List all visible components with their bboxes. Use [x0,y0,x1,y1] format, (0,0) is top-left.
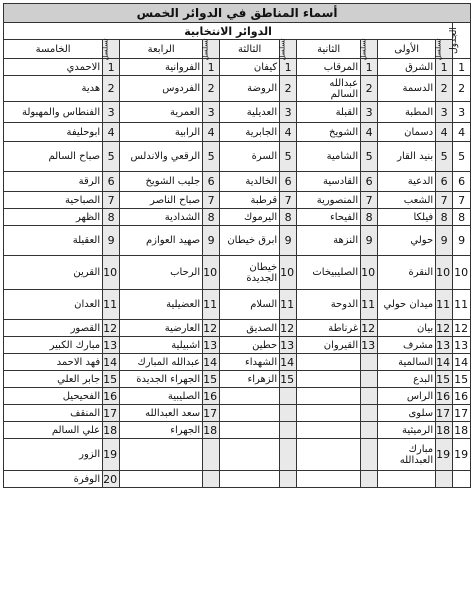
area-name: مبارك العبدالله [378,439,436,471]
area-name: الراس [378,388,436,405]
area-name: الزور [4,439,103,471]
area-seq: 18 [203,422,220,439]
row-number: 7 [453,192,471,209]
area-name: السرة [220,142,280,172]
area-name: الزهراء [220,371,280,388]
area-name: الرميثية [378,422,436,439]
area-seq: 9 [103,226,120,256]
area-seq: 10 [203,256,220,290]
area-name: مبارك الكبير [4,337,103,354]
area-name: بيان [378,320,436,337]
area-name: الجهراء [120,422,203,439]
row-number: 8 [453,209,471,226]
area-seq [280,388,297,405]
district-header: الخامسة [4,40,103,59]
area-seq: 11 [203,290,220,320]
area-name: غرناطة [297,320,361,337]
area-seq: 3 [361,102,378,123]
table-row [4,371,471,388]
row-number: 2 [453,76,471,102]
area-seq [361,354,378,371]
area-seq: 8 [280,209,297,226]
table-row [4,256,471,290]
area-name: دسمان [378,123,436,142]
row-number: 6 [453,172,471,192]
area-seq: 2 [436,76,453,102]
row-number: 12 [453,320,471,337]
area-name: العديلية [220,102,280,123]
row-number: 1 [453,59,471,76]
district-header: الثانية [297,40,361,59]
area-seq [436,471,453,488]
row-number: 14 [453,354,471,371]
row-number: 15 [453,371,471,388]
area-name: المنقف [4,405,103,422]
districts-table-wrapper [3,3,470,488]
row-number: 16 [453,388,471,405]
table-row [4,439,471,471]
area-seq [361,371,378,388]
seq-header: تسلسل [280,40,297,59]
area-seq: 6 [361,172,378,192]
area-seq: 2 [361,76,378,102]
area-seq: 19 [436,439,453,471]
area-seq: 2 [103,76,120,102]
area-seq: 13 [103,337,120,354]
area-seq: 17 [436,405,453,422]
area-name: الصباحية [4,192,103,209]
area-seq: 6 [436,172,453,192]
area-name [297,388,361,405]
area-seq: 5 [436,142,453,172]
area-name: القيروان [297,337,361,354]
area-seq: 6 [103,172,120,192]
area-name [297,371,361,388]
area-name: الشهداء [220,354,280,371]
area-name: فهد الاحمد [4,354,103,371]
area-name: السلام [220,290,280,320]
area-name: القرين [4,256,103,290]
area-seq [203,439,220,471]
area-name: الشدادية [120,209,203,226]
area-name: صباح الناصر [120,192,203,209]
area-seq: 4 [436,123,453,142]
area-seq: 3 [280,102,297,123]
area-seq: 16 [203,388,220,405]
area-seq: 12 [436,320,453,337]
area-name: الصليبيخات [297,256,361,290]
seq-header: تسلسل [203,40,220,59]
area-name: الاحمدي [4,59,103,76]
area-seq: 11 [361,290,378,320]
area-seq: 8 [103,209,120,226]
area-name [220,422,280,439]
area-seq: 1 [103,59,120,76]
area-seq: 14 [436,354,453,371]
area-name: النزهة [297,226,361,256]
area-seq [361,422,378,439]
area-name: صهيد العوازم [120,226,203,256]
area-name: الرقعي والاندلس [120,142,203,172]
area-name: العضيلية [120,290,203,320]
area-name: الفردوس [120,76,203,102]
row-number: 10 [453,256,471,290]
area-seq: 13 [436,337,453,354]
area-name [120,471,203,488]
area-seq: 13 [280,337,297,354]
area-name: جابر العلي [4,371,103,388]
area-seq: 7 [361,192,378,209]
area-seq [280,471,297,488]
area-seq: 4 [361,123,378,142]
area-name: المطبة [378,102,436,123]
area-name: السالمية [378,354,436,371]
row-number: 3 [453,102,471,123]
area-name: علي السالم [4,422,103,439]
area-seq: 3 [436,102,453,123]
district-header: الثالثة [220,40,280,59]
area-name: ابرق خيطان [220,226,280,256]
area-seq: 9 [280,226,297,256]
area-name: الجابرية [220,123,280,142]
table-subtitle: الدوائر الانتخابية [4,23,453,40]
area-seq: 10 [103,256,120,290]
area-seq: 7 [436,192,453,209]
area-seq: 5 [280,142,297,172]
area-seq: 2 [280,76,297,102]
area-name [297,439,361,471]
area-name: المرقاب [297,59,361,76]
area-seq: 5 [103,142,120,172]
area-name: حولي [378,226,436,256]
area-name: بنيد القار [378,142,436,172]
table-title: أسماء المناطق في الدوائر الخمس [4,4,471,23]
area-name: الرحاب [120,256,203,290]
table-row [4,388,471,405]
area-name: النقرة [378,256,436,290]
area-name [120,439,203,471]
area-name [297,422,361,439]
area-seq: 5 [203,142,220,172]
area-seq: 14 [280,354,297,371]
area-seq: 3 [103,102,120,123]
area-name: عبدالله المبارك [120,354,203,371]
area-name: خيطان الجديدة [220,256,280,290]
area-name: عبدالله السالم [297,76,361,102]
row-number: 5 [453,142,471,172]
table-label-header: الجدول [453,23,471,59]
area-name: الفحيحيل [4,388,103,405]
table-row [4,320,471,337]
row-number: 13 [453,337,471,354]
area-name: صباح السالم [4,142,103,172]
table-row [4,290,471,320]
row-number: 18 [453,422,471,439]
row-number: 17 [453,405,471,422]
area-name: اشبيلية [120,337,203,354]
area-seq: 10 [280,256,297,290]
area-seq: 4 [203,123,220,142]
area-seq: 1 [436,59,453,76]
area-name: اليرموك [220,209,280,226]
area-seq [361,405,378,422]
area-seq: 9 [203,226,220,256]
table-row [4,59,471,76]
area-seq: 18 [436,422,453,439]
area-name [220,439,280,471]
area-name: كيفان [220,59,280,76]
area-seq: 4 [103,123,120,142]
table-row [4,172,471,192]
seq-header: تسلسل [361,40,378,59]
area-name: العقيلة [4,226,103,256]
area-name: الدعية [378,172,436,192]
table-row [4,102,471,123]
table-row [4,192,471,209]
area-name: الظهر [4,209,103,226]
area-seq: 8 [361,209,378,226]
table-row [4,354,471,371]
area-name: الفنطاس والمهبولة [4,102,103,123]
area-seq: 11 [436,290,453,320]
area-name: العارضية [120,320,203,337]
area-seq: 1 [361,59,378,76]
area-seq: 8 [203,209,220,226]
area-seq: 13 [203,337,220,354]
area-name: ميدان حولي [378,290,436,320]
area-seq: 2 [203,76,220,102]
area-seq: 11 [103,290,120,320]
area-name: حطين [220,337,280,354]
area-name: القادسية [297,172,361,192]
area-name: الدسمة [378,76,436,102]
area-seq: 6 [280,172,297,192]
area-seq: 14 [103,354,120,371]
area-name: الشويخ [297,123,361,142]
area-name: البدع [378,371,436,388]
table-row [4,405,471,422]
area-seq: 17 [103,405,120,422]
area-name: الرابية [120,123,203,142]
area-seq: 6 [203,172,220,192]
area-seq: 1 [280,59,297,76]
area-name [378,471,436,488]
row-number: 11 [453,290,471,320]
seq-header: تسلسل [103,40,120,59]
table-row [4,209,471,226]
area-seq: 18 [103,422,120,439]
area-name: فيلكا [378,209,436,226]
area-name [297,354,361,371]
area-seq: 4 [280,123,297,142]
area-name: الصليبية [120,388,203,405]
area-name: الخالدية [220,172,280,192]
area-name: الشامية [297,142,361,172]
area-seq: 12 [103,320,120,337]
area-seq: 7 [280,192,297,209]
area-seq: 8 [436,209,453,226]
area-seq: 12 [361,320,378,337]
district-header: الأولى [378,40,436,59]
area-name: الفيحاء [297,209,361,226]
district-header: الرابعة [120,40,203,59]
area-seq [361,388,378,405]
row-number [453,471,471,488]
area-name [220,405,280,422]
area-seq: 15 [436,371,453,388]
area-seq: 12 [203,320,220,337]
table-row [4,422,471,439]
area-seq: 7 [103,192,120,209]
area-seq: 10 [361,256,378,290]
area-seq: 3 [203,102,220,123]
area-name [297,405,361,422]
area-seq: 13 [361,337,378,354]
area-name: جليب الشويخ [120,172,203,192]
area-name: الفروانية [120,59,203,76]
area-seq [280,405,297,422]
row-number: 19 [453,439,471,471]
area-name: الصديق [220,320,280,337]
area-seq: 15 [203,371,220,388]
row-number: 9 [453,226,471,256]
area-seq: 19 [103,439,120,471]
area-name: الشعب [378,192,436,209]
area-seq: 15 [103,371,120,388]
area-name: ابوحليفة [4,123,103,142]
area-seq [361,471,378,488]
table-row [4,142,471,172]
table-row [4,123,471,142]
table-row [4,337,471,354]
area-seq: 5 [361,142,378,172]
area-name: هدية [4,76,103,102]
area-name: العدان [4,290,103,320]
area-seq: 9 [361,226,378,256]
table-row [4,226,471,256]
table-row [4,76,471,102]
area-seq: 16 [103,388,120,405]
area-name [220,471,280,488]
area-name: الدوحة [297,290,361,320]
seq-header: تسلسل [436,40,453,59]
area-seq: 17 [203,405,220,422]
row-number: 4 [453,123,471,142]
area-seq: 1 [203,59,220,76]
area-name: الوفرة [4,471,103,488]
area-name: القصور [4,320,103,337]
area-name: الرقة [4,172,103,192]
area-name: مشرف [378,337,436,354]
area-name [297,471,361,488]
area-name: العمرية [120,102,203,123]
area-name: سعد العبدالله [120,405,203,422]
area-name: الروضة [220,76,280,102]
area-name: الجهراء الجديدة [120,371,203,388]
area-name: الشرق [378,59,436,76]
area-seq: 10 [436,256,453,290]
area-seq: 16 [436,388,453,405]
area-seq [280,439,297,471]
district-header-row [4,40,471,59]
area-seq [203,471,220,488]
area-seq: 12 [280,320,297,337]
area-seq: 7 [203,192,220,209]
table-row [4,471,471,488]
area-name: سلوى [378,405,436,422]
area-seq: 14 [203,354,220,371]
area-seq [361,439,378,471]
area-seq: 15 [280,371,297,388]
area-seq: 11 [280,290,297,320]
area-name: قرطبة [220,192,280,209]
area-name: القبلة [297,102,361,123]
districts-table [3,3,471,488]
area-seq: 9 [436,226,453,256]
area-name [220,388,280,405]
area-name: المنصورية [297,192,361,209]
area-seq [280,422,297,439]
area-seq: 20 [103,471,120,488]
